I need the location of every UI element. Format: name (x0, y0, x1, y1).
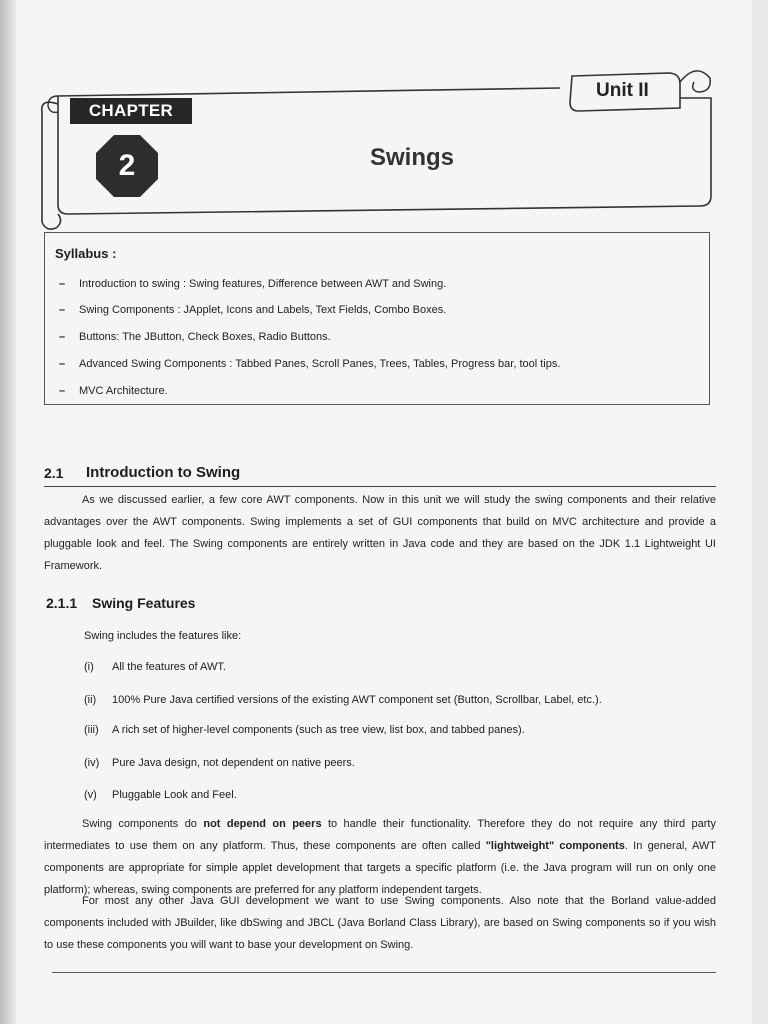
syllabus-item: – Swing Components : JApplet, Icons and Labels, Text Fields, Combo Boxes. (59, 304, 447, 316)
syllabus-item: – Introduction to swing : Swing features, Difference between AWT and Swing. (59, 278, 447, 290)
section-heading (44, 464, 716, 487)
unit-label: Unit II (596, 80, 649, 101)
subsection-number: 2.1.1 (46, 595, 78, 611)
features-intro: Swing includes the features like: (84, 630, 242, 642)
chapter-title: Swings (370, 144, 455, 171)
chapter-label: CHAPTER (70, 98, 192, 124)
intro-paragraph: As we discussed earlier, a few core AWT components. Now in this unit we will study the swing components and their relative advantages over the AWT components. Swing implements a set of GUI components that build on MVC architecture and provide a pluggable look and feel. The Swing components are entirely written in Java code and they are based on the JDK 1.1 Lightweight UI Framework. (44, 494, 716, 572)
feature-item: (ii) 100% Pure Java certified versions of the existing AWT component set (Button, Scrollbar, Label, etc.). (84, 694, 602, 706)
footer-rule (52, 972, 716, 973)
section-title: Introduction to Swing (86, 464, 241, 481)
borland-paragraph: For most any other Java GUI development we want to use Swing components. Also note that the Borland value-added components included with JBuilder, like dbSwing and JBCL (Java Borland Class Library), are based on Swing components so if you wish to use these components you will want to base your development on Swing. (44, 895, 716, 951)
feature-item: (i) All the features of AWT. (84, 661, 226, 673)
subsection-heading (46, 595, 195, 611)
syllabus-box (44, 232, 710, 405)
feature-item: (iv) Pure Java design, not dependent on native peers. (84, 757, 355, 769)
peers-paragraph: Swing components do not depend on peers to handle their functionality. Therefore they do not require any third party intermediates to use them on any platform. Thus, these components are often called "lightweight" components. In general, AWT components are appropriate for simple applet development that targets a specific platform (i.e. the Java program will run on only one platform); whereas, swing components are preferred for any platform independent targets. (44, 818, 716, 896)
chapter-number: 2 (118, 149, 136, 182)
syllabus-title: Syllabus : (55, 246, 117, 261)
subsection-title: Swing Features (92, 595, 196, 611)
feature-item: (v) Pluggable Look and Feel. (84, 789, 237, 801)
syllabus-item: – MVC Architecture. (59, 385, 168, 397)
syllabus-item: – Advanced Swing Components : Tabbed Panes, Scroll Panes, Trees, Tables, Progress bar, tool tips. (59, 358, 561, 370)
syllabus-item: – Buttons: The JButton, Check Boxes, Radio Buttons. (59, 331, 331, 343)
feature-item: (iii) A rich set of higher-level components (such as tree view, list box, and tabbed panes). (84, 724, 525, 736)
section-number: 2.1 (44, 465, 64, 481)
